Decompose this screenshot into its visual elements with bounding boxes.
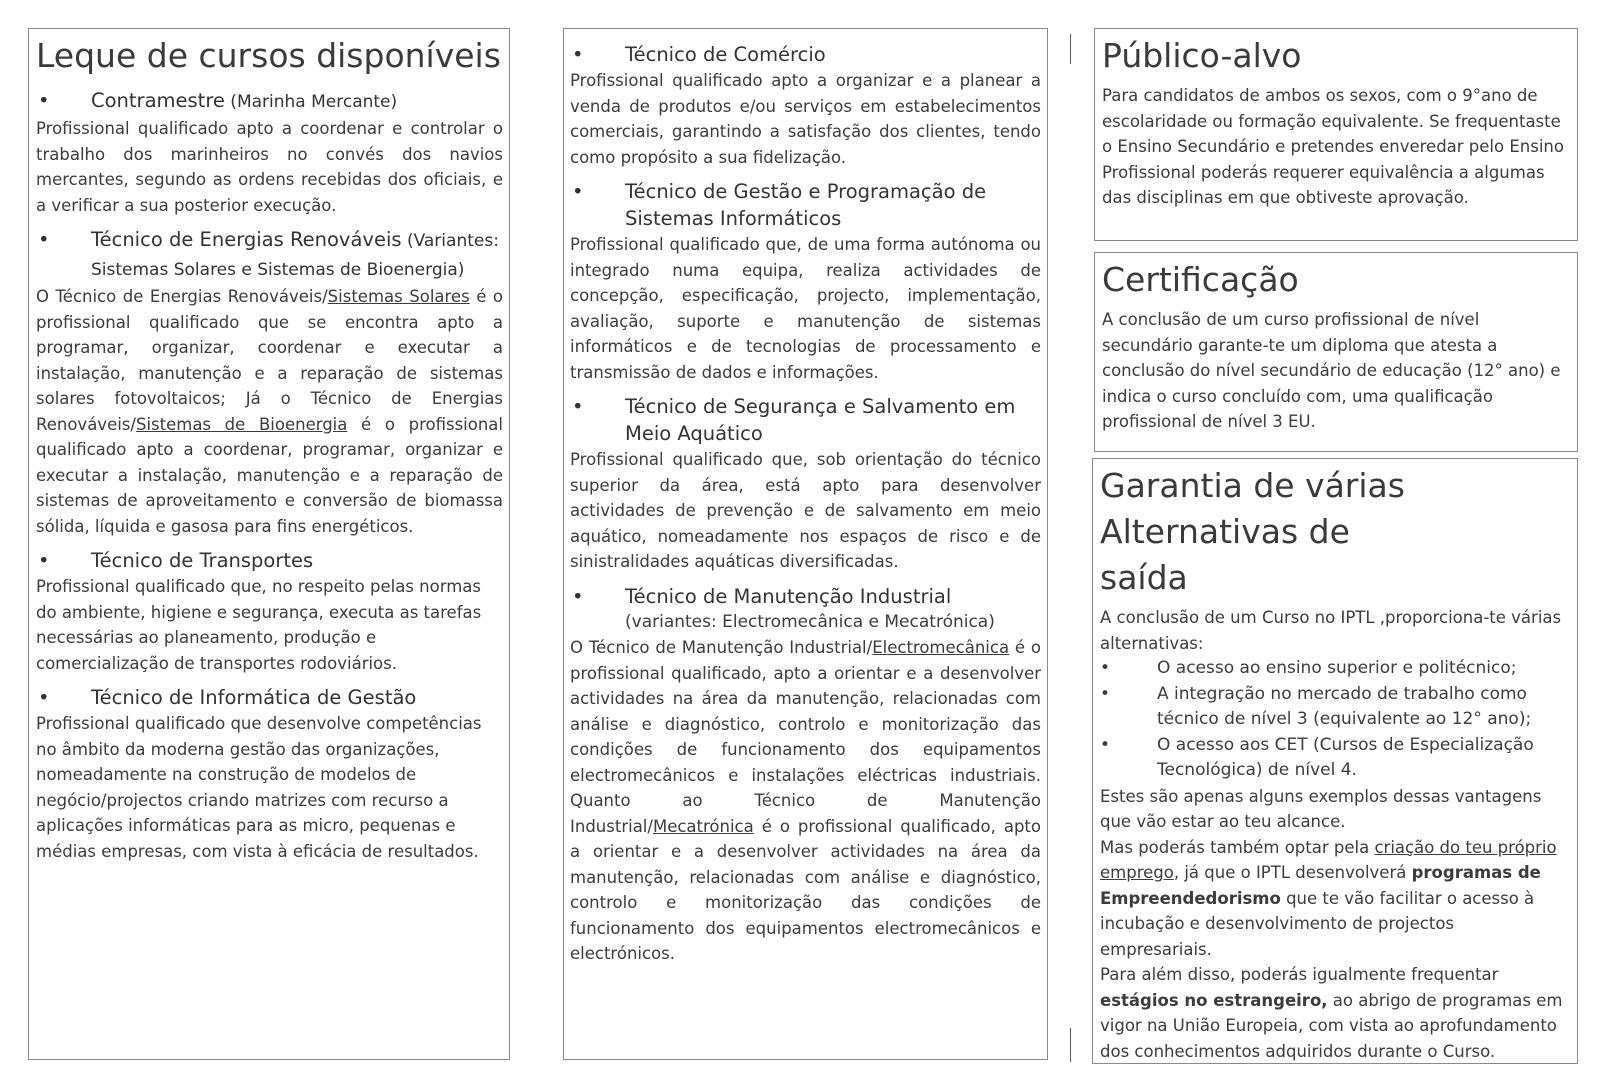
- underlined-term: Sistemas de Bioenergia: [135, 414, 348, 434]
- fold-mark-bottom: [1070, 1028, 1071, 1062]
- list-item: • O acesso ao ensino superior e politécnico;: [1100, 656, 1571, 682]
- list-item: • O acesso aos CET (Cursos de Especialização Tecnológica) de nível 4.: [1100, 733, 1571, 784]
- course-title: [36, 547, 503, 574]
- bullet-icon: •: [38, 686, 50, 709]
- course-name: Técnico de Comércio: [625, 43, 826, 66]
- bullet-icon: •: [1100, 734, 1111, 755]
- bullet-icon: •: [572, 180, 584, 203]
- certification-text: A conclusão de um curso profissional de nível secundário garante-te um diploma que atesta a conclusão do nível secundário de educação (12° ano) e indica o curso concluído com, uma qualificação profissional de nível 3 EU.: [1102, 310, 1561, 431]
- courses-panel-middle: [563, 28, 1048, 1060]
- course-name: Técnico de Gestão e Programação de Sistemas Informáticos: [625, 180, 987, 230]
- exit-alternatives-heading: Garantia de várias Alternativas de saída: [1100, 466, 1405, 597]
- underlined-term: Mecatrónica: [652, 816, 754, 836]
- bullet-icon: •: [572, 43, 584, 66]
- course-description: Profissional qualificado que, no respeito pelas normas do ambiente, higiene e segurança, executa as tarefas necessárias ao planeamento, produção e comercialização de transportes rodoviários.: [36, 577, 482, 673]
- underlined-term: criação do teu próprio emprego: [1100, 837, 1557, 882]
- bullet-icon: •: [38, 89, 50, 112]
- bullet-icon: •: [572, 584, 584, 608]
- course-gestao-programacao: [570, 178, 1041, 385]
- bold-term: programas de Empreendedorismo: [1100, 863, 1541, 908]
- course-suffix: (Variantes: Sistemas Solares e Sistemas de Bioenergia): [91, 231, 499, 280]
- course-comercio: [570, 41, 1041, 170]
- fold-mark-top: [1070, 34, 1071, 64]
- course-name: Técnico de Energias Renováveis: [91, 228, 402, 251]
- bullet-icon: •: [38, 228, 50, 251]
- underlined-term: Sistemas Solares: [327, 287, 470, 306]
- exit-alternatives-panel: [1092, 458, 1578, 1064]
- internship-text: Para além disso, poderás igualmente frequentar estágios no estrangeiro, ao abrigo de programas em vigor na União Europeia, com vista ao aprofundamento dos conhecimentos adquiridos durante o Curso.: [1100, 965, 1563, 1061]
- list-item: • A integração no mercado de trabalho como técnico de nível 3 (equivalente ao 12° ano);: [1100, 682, 1571, 733]
- bullet-icon: •: [1100, 658, 1111, 678]
- course-informatica-gestao: [36, 684, 503, 864]
- course-title: [570, 178, 1041, 232]
- courses-heading: Leque de cursos disponíveis: [36, 36, 501, 75]
- certification-heading: Certificação: [1102, 260, 1299, 299]
- course-energias-renovaveis: [36, 226, 503, 539]
- certification-panel: [1094, 252, 1578, 452]
- alternatives-list: [1100, 656, 1571, 784]
- course-transportes: [36, 547, 503, 676]
- course-title: [36, 226, 503, 284]
- course-description: Profissional qualificado que, sob orientação do técnico superior da área, está apto para desenvolver actividades de prevenção e de salvamento em meio aquático, nomeadamente nos espaços de risco e de sinistralidades aquáticas diversificadas.: [570, 450, 1041, 571]
- intro-text: A conclusão de um Curso no IPTL ,proporciona-te várias alternativas:: [1100, 608, 1562, 653]
- target-audience-text: Para candidatos de ambos os sexos, com o 9°ano de escolaridade ou formação equivalente. Se frequentaste o Ensino Secundário e pretendes enveredar pelo Ensino Profissional poderás requerer equivalência a algumas das disciplinas em que obtiveste aprovação.: [1102, 86, 1564, 207]
- course-title: [570, 583, 1041, 610]
- course-description: Profissional qualificado apto a coordenar e controlar o trabalho dos marinheiros no convés dos navios mercantes, segundo as ordens recebidas dos oficiais, e a verificar a sua posterior execução.: [36, 119, 503, 215]
- course-title: [36, 87, 503, 116]
- course-suffix: (Marinha Mercante): [224, 92, 398, 112]
- course-seguranca-salvamento: [570, 393, 1041, 575]
- course-title: [570, 393, 1041, 447]
- bold-term: estágios no estrangeiro,: [1100, 990, 1328, 1010]
- course-description: O Técnico de Manutenção Industrial/Electromecânica é o profissional qualificado, apto a orientar e a desenvolver actividades na área da manutenção, relacionadas com análise e diagnóstico, controlo e monitorização das condições de funcionamento dos equipamentos electromecânicos e instalações eléctricas industriais. Quanto ao Técnico de Manutenção Industrial/Mecatrónica é o profissional qualificado, apto a orientar e a desenvolver actividades na área da manutenção, relacionadas com análise e diagnóstico, controlo e monitorização das condições de funcionamento dos equipamentos electromecânicos e electrónicos.: [570, 638, 1041, 963]
- course-contramestre: [36, 87, 503, 218]
- underlined-term: Electromecânica: [872, 638, 1010, 657]
- bullet-icon: •: [38, 549, 50, 572]
- course-title: [36, 684, 503, 711]
- course-name: Técnico de Manutenção Industrial: [625, 584, 952, 608]
- course-variants: (variantes: Electromecânica e Mecatrónica): [625, 611, 995, 632]
- course-description: Profissional qualificado que, de uma forma autónoma ou integrado numa equipa, realiza actividades de concepção, especificação, projecto, implementação, avaliação, suporte e manutenção de sistemas informáticos e de tecnologias de processamento e transmissão de dados e informações.: [570, 235, 1041, 382]
- target-audience-panel: [1094, 28, 1578, 241]
- bullet-icon: •: [1100, 683, 1111, 704]
- courses-panel-left: [28, 28, 510, 1060]
- advantages-text: Estes são apenas alguns exemplos dessas vantagens que vão estar ao teu alcance.: [1100, 786, 1542, 831]
- target-audience-heading: Público-alvo: [1102, 36, 1302, 75]
- bullet-icon: •: [572, 395, 584, 418]
- course-description: Profissional qualificado apto a organizar e a planear a venda de produtos e/ou serviços em estabelecimentos comerciais, garantindo a satisfação dos clientes, tendo como propósito a sua fidelização.: [570, 71, 1041, 167]
- course-description: O Técnico de Energias Renováveis/Sistemas Solares é o profissional qualificado que se encontra apto a programar, organizar, coordenar e executar a instalação, manutenção e a reparação de sistemas solares fotovoltaicos; Já o Técnico de Energias Renováveis/Sistemas de Bioenergia é o profissional qualificado apto a coordenar, programar, organizar e executar a instalação, manutenção e a reparação de sistemas de aproveitamento e conversão de biomassa sólida, líquida e gasosa para fins energéticos.: [36, 287, 504, 536]
- course-title: [570, 41, 1041, 68]
- course-description: Profissional qualificado que desenvolve competências no âmbito da moderna gestão das organizações, nomeadamente na construção de modelos de negócio/projectos criando matrizes com recurso a aplicações informáticas para as micro, pequenas e médias empresas, com vista à eficácia de resultados.: [36, 714, 482, 861]
- entrepreneurship-text: Mas poderás também optar pela criação do teu próprio emprego, já que o IPTL desenvolverá programas de Empreendedorismo que te vão facilitar o acesso à incubação e desenvolvimento de projectos empresariais.: [1100, 837, 1557, 959]
- course-manutencao-industrial: [570, 583, 1041, 967]
- course-name: Contramestre: [91, 89, 225, 112]
- course-name: Técnico de Segurança e Salvamento em Meio Aquático: [625, 395, 1016, 445]
- course-name: Técnico de Transportes: [91, 549, 314, 572]
- course-name: Técnico de Informática de Gestão: [91, 686, 417, 709]
